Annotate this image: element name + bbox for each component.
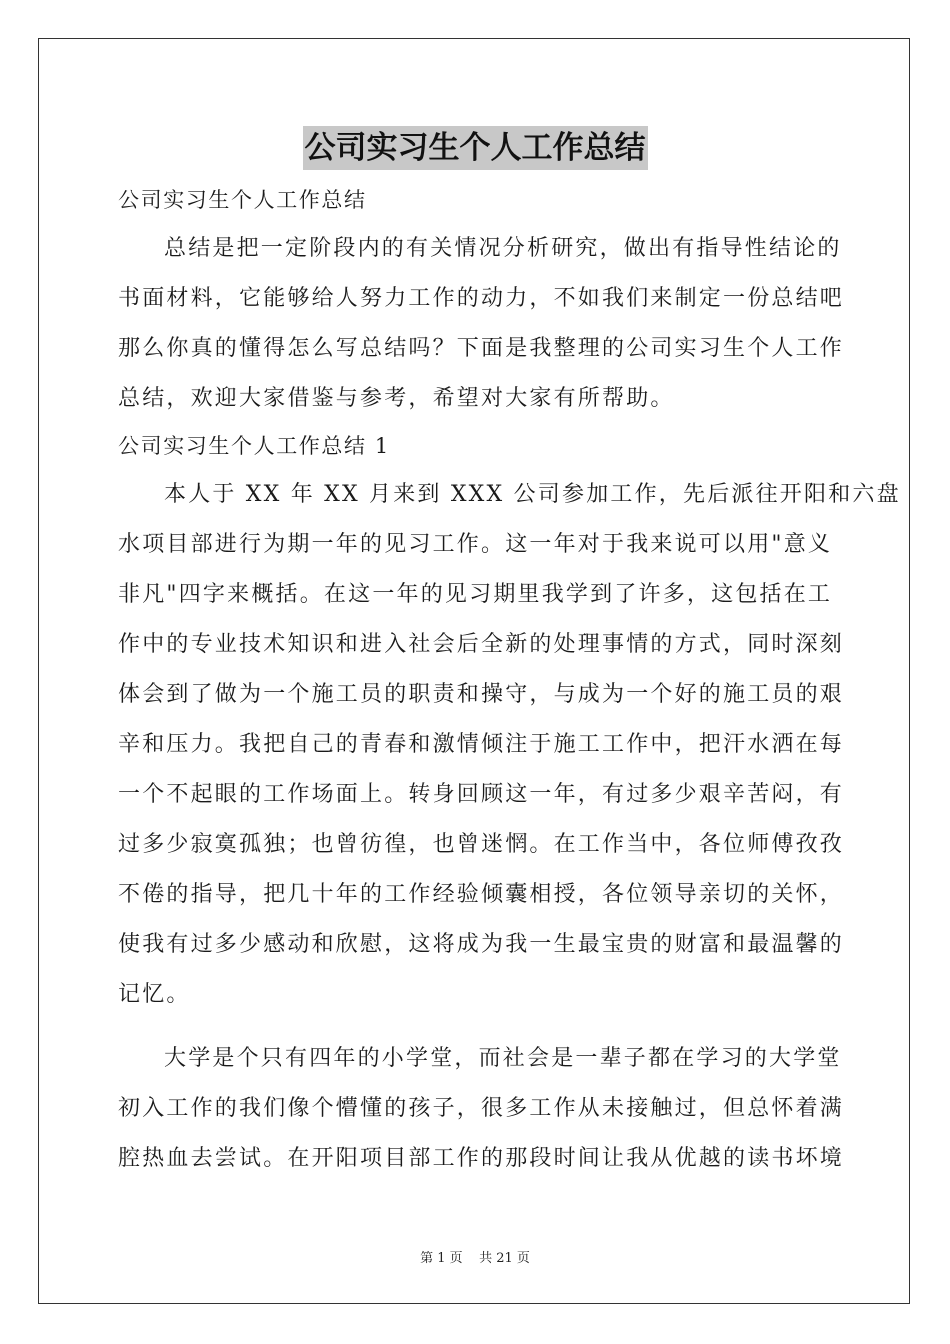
text-line: 作中的专业技术知识和进入社会后全新的处理事情的方式，同时深刻 (118, 632, 845, 657)
text-line: 记忆。 (118, 982, 191, 1007)
text-line: 不倦的指导，把几十年的工作经验倾囊相授，各位领导亲切的关怀， (118, 882, 845, 907)
text-line: 体会到了做为一个施工员的职责和操守，与成为一个好的施工员的艰 (118, 682, 845, 707)
text-line: 本人于 XX 年 XX 月来到 XXX 公司参加工作，先后派往开阳和六盘 (164, 482, 901, 507)
text-line: 书面材料，它能够给人努力工作的动力，不如我们来制定一份总结吧 (118, 286, 845, 311)
text-line: 非凡"四字来概括。在这一年的见习期里我学到了许多，这包括在工 (118, 582, 833, 607)
paragraph-2 (118, 1034, 845, 1184)
page-footer (0, 1247, 950, 1266)
text-line: 总结，欢迎大家借鉴与参考，希望对大家有所帮助。 (118, 386, 675, 411)
intro-paragraph (118, 224, 845, 424)
text-line: 使我有过多少感动和欣慰，这将成为我一生最宝贵的财富和最温馨的 (118, 932, 845, 957)
text-line: 那么你真的懂得怎么写总结吗？下面是我整理的公司实习生个人工作 (118, 336, 845, 361)
section-heading: 公司实习生个人工作总结 1 (118, 434, 390, 458)
text-line: 水项目部进行为期一年的见习工作。这一年对于我来说可以用"意义 (118, 532, 833, 557)
text-line: 腔热血去尝试。在开阳项目部工作的那段时间让我从优越的读书坏境 (118, 1146, 845, 1171)
paragraph-spacer (118, 1020, 834, 1034)
paragraph-1 (118, 470, 901, 1020)
document-subtitle: 公司实习生个人工作总结 (118, 188, 367, 212)
title-area (0, 126, 950, 170)
document-body (118, 178, 901, 1184)
text-line: 总结是把一定阶段内的有关情况分析研究，做出有指导性结论的 (164, 236, 842, 261)
document-title: 公司实习生个人工作总结 (303, 126, 648, 170)
text-line: 一个不起眼的工作场面上。转身回顾这一年，有过多少艰辛苦闷，有 (118, 782, 845, 807)
text-line: 大学是个只有四年的小学堂，而社会是一辈子都在学习的大学堂 (164, 1046, 842, 1071)
text-line: 初入工作的我们像个懵懂的孩子，很多工作从未接触过，但总怀着满 (118, 1096, 845, 1121)
text-line: 辛和压力。我把自己的青春和激情倾注于施工工作中，把汗水洒在每 (118, 732, 845, 757)
page-number: 第 1 页 共 21 页 (420, 1251, 530, 1266)
text-line: 过多少寂寞孤独；也曾彷徨，也曾迷惘。在工作当中，各位师傅孜孜 (118, 832, 845, 857)
